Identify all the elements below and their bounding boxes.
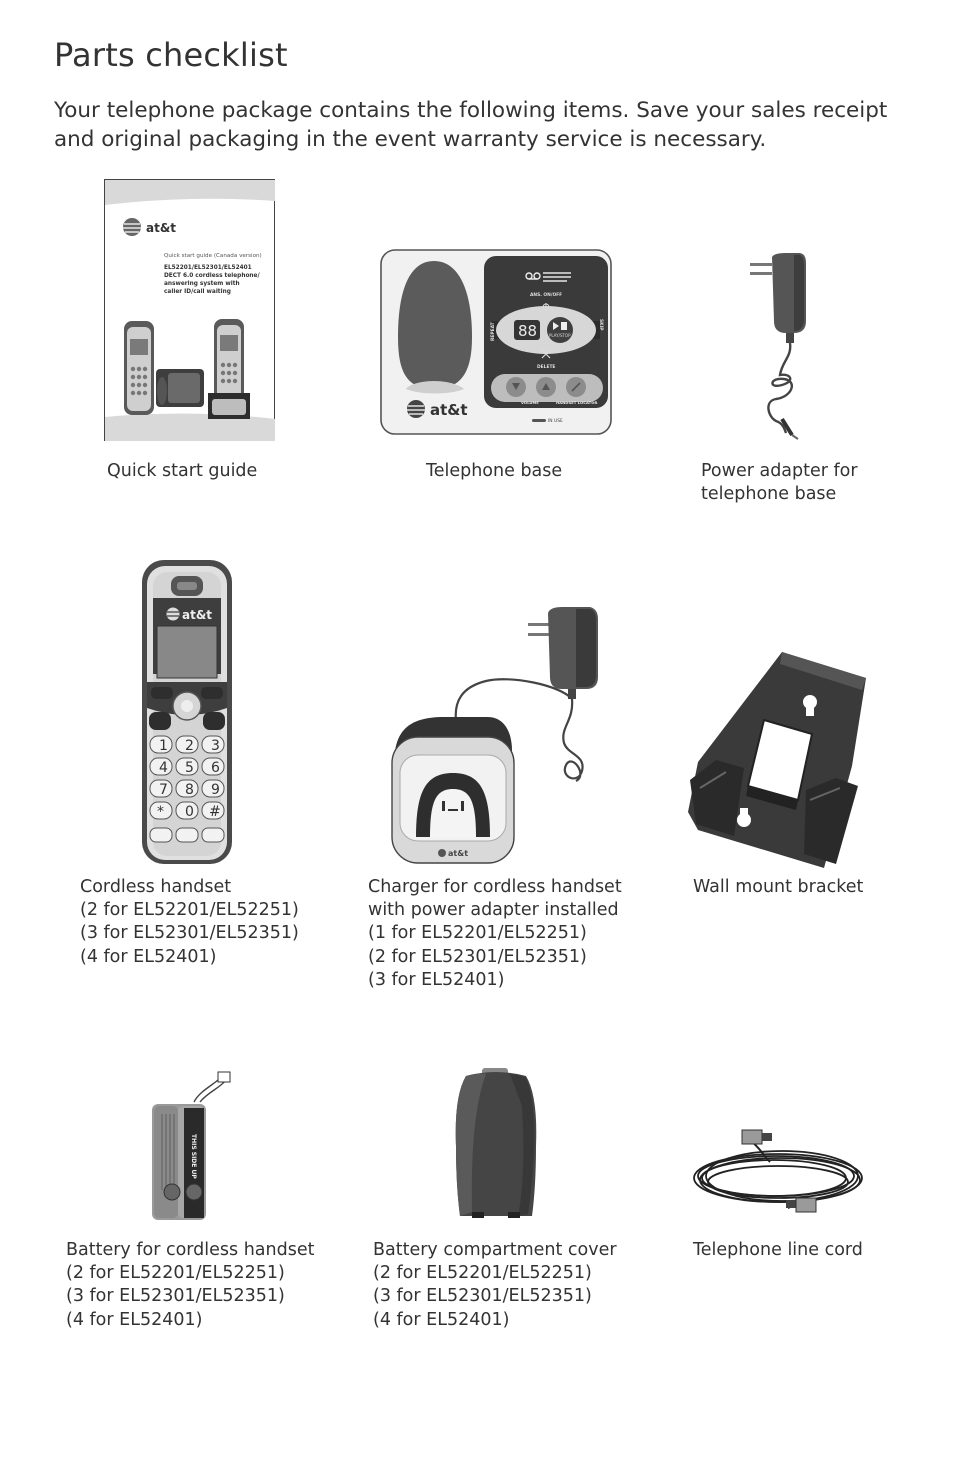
caption-line: (4 for EL52401) (373, 1309, 510, 1330)
base-repeat-label: REPEAT (491, 322, 496, 341)
modular-plug-icon (742, 1130, 762, 1144)
caption-line: (4 for EL52401) (66, 1309, 203, 1330)
wall-mount-bracket-image (686, 650, 868, 868)
caption-line: telephone base (701, 484, 837, 505)
battery-image (150, 1070, 246, 1222)
key-label: 6 (211, 760, 220, 776)
intro-paragraph: Your telephone package contains the following items. Save your sales receipt and original packaging in the event warranty service is necessary. (54, 98, 888, 152)
att-globe-icon (407, 400, 425, 418)
caption-telephone-base (426, 460, 562, 483)
base-volume-label: VOLUME (521, 400, 539, 405)
att-globe-icon (438, 849, 446, 857)
off-cancel-button[interactable] (203, 712, 225, 730)
caption-line: (3 for EL52301/EL52351) (80, 923, 299, 944)
base-locator-label: HANDSET LOCATOR (556, 400, 598, 405)
guide-desc-3: caller ID/call waiting (164, 289, 231, 295)
caption-line: Wall mount bracket (693, 877, 864, 897)
key-label: # (209, 804, 221, 820)
caption-line: Quick start guide (107, 461, 258, 481)
caption-line: (3 for EL52301/EL52351) (66, 1286, 285, 1307)
battery-cover-image (452, 1066, 540, 1222)
caption-line: (3 for EL52301/EL52351) (373, 1286, 592, 1307)
charger-image (390, 605, 602, 865)
att-globe-icon (167, 608, 180, 621)
caption-wall-mount-bracket (693, 876, 863, 899)
guide-brand: at&t (146, 221, 177, 235)
intercom-button[interactable] (202, 828, 224, 842)
guide-models: EL52201/EL52301/EL52401 (164, 265, 252, 271)
caption-line: Battery compartment cover (373, 1240, 617, 1260)
att-globe-icon (123, 218, 141, 236)
caption-line: (2 for EL52201/EL52251) (373, 1263, 592, 1284)
redial-button[interactable] (176, 828, 198, 842)
key-label: 3 (211, 738, 220, 754)
key-label: * (157, 804, 164, 820)
battery-side-label: THIS SIDE UP (190, 1134, 197, 1179)
caption-line: Cordless handset (80, 877, 232, 897)
quick-start-guide-image (104, 179, 276, 442)
key-label: 8 (185, 782, 194, 798)
phone-flash-button[interactable] (149, 712, 171, 730)
guide-desc-2: answering system with (164, 281, 240, 287)
power-adapter-image (746, 251, 814, 441)
speaker-button[interactable] (150, 828, 172, 842)
caption-line: Telephone line cord (693, 1240, 863, 1260)
caption-line: (2 for EL52301/EL52351) (368, 946, 587, 967)
key-label: 5 (185, 760, 194, 776)
caption-line-cord (693, 1239, 863, 1262)
line-cord-image (690, 1126, 866, 1220)
caption-line: Charger for cordless handset (368, 877, 622, 897)
caption-line: Power adapter for (701, 461, 858, 481)
caption-line: Telephone base (426, 461, 563, 481)
key-label: 7 (159, 782, 168, 798)
caption-charger (368, 876, 622, 992)
telephone-base-image (380, 249, 612, 435)
caption-power-adapter (701, 460, 858, 506)
key-label: 4 (159, 760, 168, 776)
caption-line: (2 for EL52201/EL52251) (66, 1263, 285, 1284)
caption-line: (2 for EL52201/EL52251) (80, 900, 299, 921)
guide-version: Quick start guide (Canada version) (164, 253, 262, 259)
key-label: 0 (185, 804, 194, 820)
base-delete-label: DELETE (537, 365, 556, 370)
handset-brand: at&t (182, 608, 213, 622)
caption-line: Battery for cordless handset (66, 1240, 315, 1260)
caption-battery-cover (373, 1239, 617, 1332)
caption-line: (1 for EL52201/EL52251) (368, 923, 587, 944)
key-label: 1 (159, 738, 168, 754)
recycle-seal-icon (186, 1184, 202, 1200)
page-title: Parts checklist (54, 36, 288, 74)
guide-desc-1: DECT 6.0 cordless telephone/ (164, 273, 260, 279)
caption-line: with power adapter installed (368, 900, 619, 921)
base-ans-label: ANS. ON/OFF (530, 293, 563, 298)
menu-button[interactable] (201, 687, 223, 699)
caption-battery (66, 1239, 314, 1332)
base-display: 88 (518, 322, 538, 340)
recycle-seal-icon (164, 1184, 180, 1200)
cordless-handset-image (141, 558, 233, 866)
base-brand: at&t (430, 401, 468, 419)
base-inuse-label: IN USE (548, 419, 563, 424)
modular-plug-icon (786, 1200, 796, 1208)
caption-line: (3 for EL52401) (368, 969, 505, 990)
caption-line: (4 for EL52401) (80, 946, 217, 967)
caption-cordless-handset (80, 876, 299, 969)
base-play-label: PLAY/STOP (549, 333, 571, 338)
key-label: 9 (211, 782, 220, 798)
caption-quick-start-guide (107, 460, 257, 483)
key-label: 2 (185, 738, 194, 754)
mute-button[interactable] (151, 687, 173, 699)
charger-brand: at&t (448, 849, 469, 858)
base-skip-label: SKIP (598, 319, 603, 331)
